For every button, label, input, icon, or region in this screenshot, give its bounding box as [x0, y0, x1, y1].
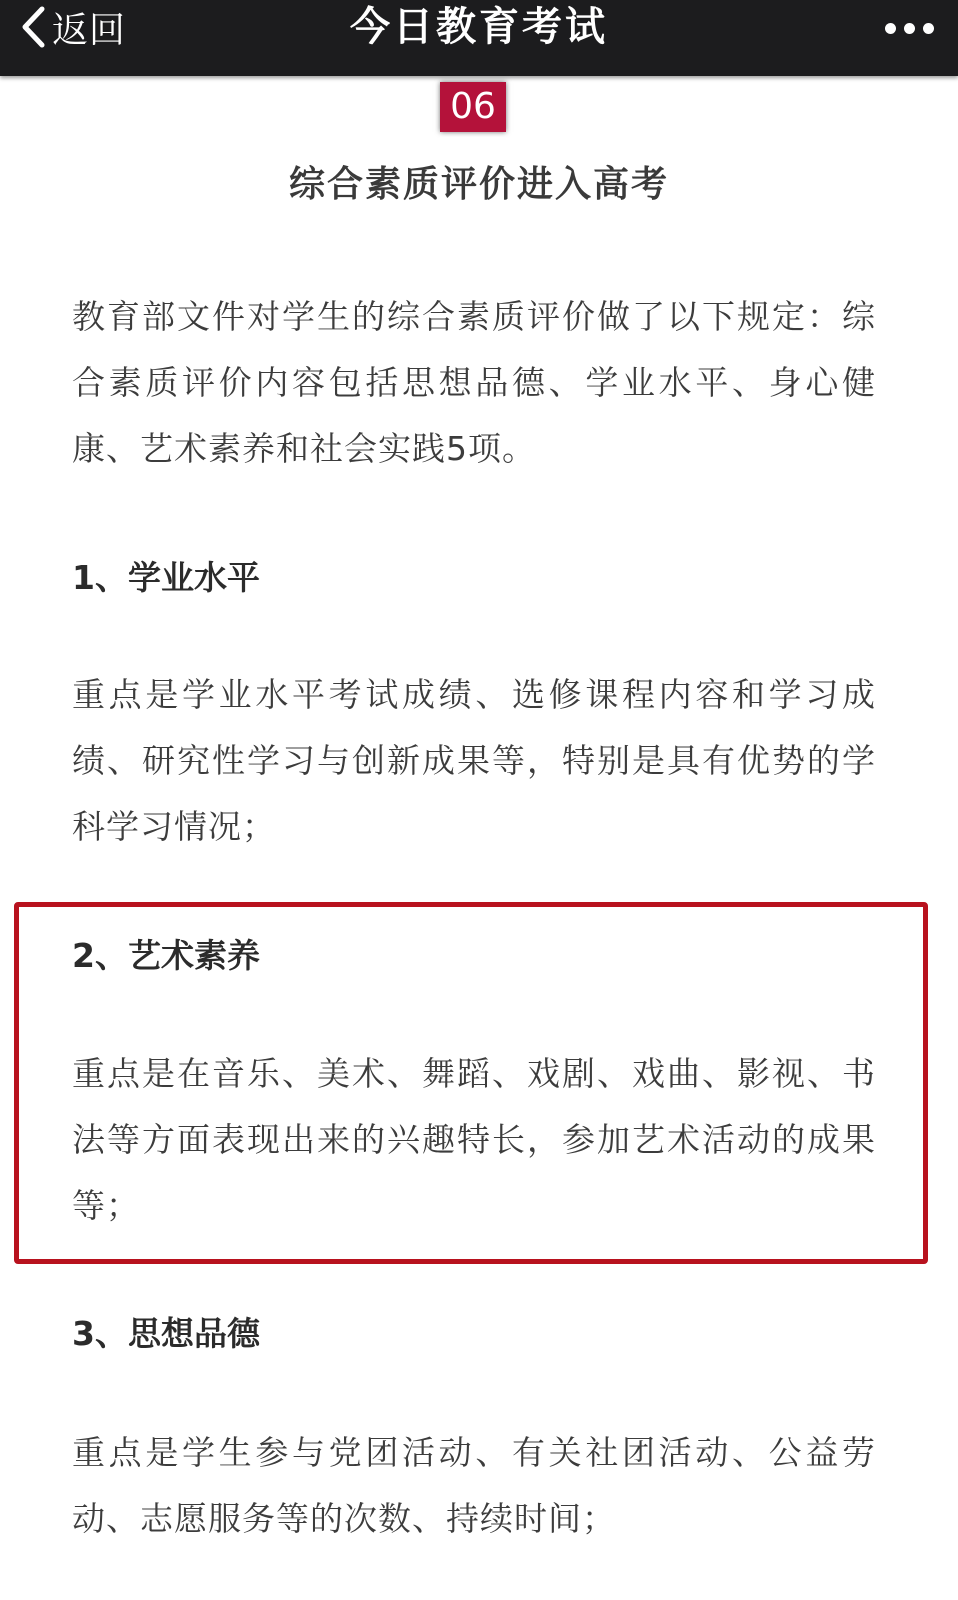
- article-title: 综合素质评价进入高考: [288, 164, 669, 205]
- more-dots-icon[interactable]: [885, 8, 934, 48]
- section-heading-morality: 3、思想品德: [72, 1314, 260, 1353]
- section-body-morality: 重点是学生参与党团活动、有关社团活动、公益劳动、志愿服务等的次数、持续时间；: [72, 1433, 876, 1538]
- intro-paragraph: 教育部文件对学生的综合素质评价做了以下规定：综合素质评价内容包括思想品德、学业水平、身心健康、艺术素养和社会实践5项。: [72, 297, 876, 468]
- more-dot: [904, 23, 915, 34]
- section-heading-arts: 2、艺术素养: [72, 936, 260, 975]
- more-dot: [885, 23, 896, 34]
- more-dot: [923, 23, 934, 34]
- nav-title: 今日教育考试: [350, 4, 608, 50]
- top-nav-bar: [0, 0, 958, 76]
- section-number-badge: 06: [440, 82, 506, 132]
- section-body-arts: 重点是在音乐、美术、舞蹈、戏剧、戏曲、影视、书法等方面表现出来的兴趣特长，参加艺术活动的成果等；: [72, 1054, 876, 1225]
- section-body-academic: 重点是学业水平考试成绩、选修课程内容和学习成绩、研究性学习与创新成果等，特别是具有优势的学科学习情况；: [72, 675, 876, 846]
- back-label: 返回: [52, 9, 127, 51]
- section-heading-academic: 1、学业水平: [72, 558, 260, 597]
